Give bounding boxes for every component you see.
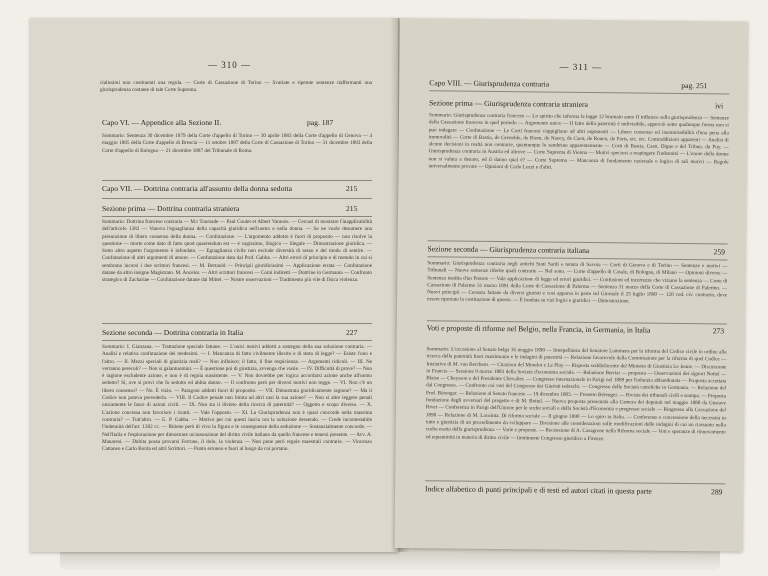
capo6-page: pag. 187 bbox=[307, 118, 334, 127]
indice-page: 289 bbox=[711, 487, 723, 497]
divider bbox=[102, 323, 372, 324]
right-page bbox=[394, 18, 748, 552]
sezione-prima-heading: Sezione prima — Giurisprudenza contraria straniera bbox=[429, 98, 588, 109]
capo6-summary: Sommario: Sentenza 30 dicembre 1879 della Corte d'appello di Torino — 30 aprile 1883 della Corte d'appello di Genova — 4 maggio 1885 della Corte d'appello di Brescia — 11 ottobre 1887 della Corte di Cassazione di Torino — 31 dicembre 1883 della Corte d'appello di Bologna — 21 dicembre 1887 del Tribunale di Roma. bbox=[102, 133, 372, 154]
capo6-heading: Capo VI. — Appendice alla Sezione II. bbox=[102, 118, 222, 127]
voti-summary: Sommario: L'occasione al Senato belga 16 maggio 1890 — Interpellanza del Senatore Lammens per la riforma del Codice civile in ordine alla ricerca della paternità fuori matrimonio e le indagini di paternità — Relazione favorevole della Commissione per la riforma di quel Codice — Iniziative di M. van Berchem. — Citazioni del Morelot e Le Play — Risposta soddisfacente del Ministro di Giustizia Le Jeune. — Discussione in Francia — Sessione 9 marzo 1883 della Società d'economia sociale. — Relazione Berriat — proposta — Osservazioni dei signori Nottel — Blaise — Cheysson e del Presidente Chevalier. — Congresso internazionale in Parigi nel 1889 per l'infanzia abbandonata — Proposta accettata dal Congresso. — Confronto coi voti del Congresso dei Giuristi tedeschi. — Congresso delle Società cattoliche in Germania. — Relazione del Prof. Bérenger. — Relazione al Senato francese — 19 dicembre 1883. — Prosetto Bérenger. — Rivista dei tribunali civili e stampa. — Proposta fondazione degli avversari del progetto e di M. Boitel. — Nuova proposta presentata alla Camera dei deputati nel maggio 1888 da Gustave Rivet — Conferenza in Parigi dell'Unione per le scelte sociali e della Società d'Economia e progresso sociale — Ringresso alla Cassazione del 1890 — Relazione di M. Lacointa. Di riforma sociale — Il giugno 1890 — Lo spiro in Italia. — Conferenze e concessione della necessità in tutto e giustizia di un procedimento da sviluppare — Divisione alle considerazioni sulle modificazioni delle indagini di cui un riassunto nella scelta esatta della giurisprudenza — Varie e proposte. — Recensione di A. Casagrone nella Riforma sociale — Voti e speranze di rinnovamento ed equanimità in materia di diritto civile — Imminente Congresso giuridico a Firenze. bbox=[425, 346, 727, 442]
sezione-prima-page: 215 bbox=[346, 204, 358, 213]
voti-heading: Voti e proposte di riforme nel Belgio, nella Francia, in Germania, in Italia bbox=[426, 323, 651, 335]
intro-text: cialissimi non costituenti una regola. — Corte di Cassazione di Torino — Svariate e ripetute sentenze riaffermanti una giurisprudenza costante di tale Corte Suprema. bbox=[100, 80, 372, 94]
capo8-heading: Capo VIII. — Giurisprudenza contraria bbox=[429, 78, 550, 89]
page-number: — 310 — bbox=[208, 60, 251, 70]
capo7-heading: Capo VII. — Dottrina contraria all'assunto della donna sedotta bbox=[102, 184, 292, 193]
page-number: — 311 — bbox=[559, 61, 603, 73]
divider bbox=[102, 180, 372, 181]
sezione-seconda-heading: Sezione seconda — Dottrina contraria in Italia bbox=[102, 328, 244, 337]
divider bbox=[102, 216, 372, 217]
sezione-prima-summary: Sommario: Dottrina francese contraria — M.r Toursade — Paul Coulet et Albert Vannois. — Cercasi di mostrare l'inapplicabilità dell'articolo 1382 — Vanova l'eguaglianza della capacità giuridica nell'uomo e nella donna. — Se ne vuole desumere una presunzione di libero consenso della donna. — Confutazione. — L'argomento addotto è fuori di proposito — non risolve la questione — morte come dato di fatto quod quaerendum est — è vagissimo, illogico — illegale — Dimostrazione giuridica. — Sotto altro aspetto l'argomento è infondato. — Eguaglianza civile non esclude diversità di sesso e del modo di sentire. — Confutazione di altri argomenti di amore. — Confutazione data dal Prof. Gabba. — Altri errori di principio e di metodo in cui si sembrano incorsi i due scrittori francesi. — M. Bertauld — Principii giuridicissimi — Applicazione errata — Confutazione datane da altro insigne Magistrato. M. Ancelot. — Altri scrittori francesi — Comi indiretti — Dottrine in Germania — Confronto strategico di Zachariae — Confutazione datane dai Mittel. — Nostre osservazioni — Tradimento più vile di fisica violenza. bbox=[102, 219, 372, 284]
indice-heading: Indice alfabetico di punti principali e di testi ed autori citati in questa parte bbox=[425, 484, 652, 496]
capo7-page: 215 bbox=[346, 184, 358, 193]
sezione-seconda-heading: Sezione seconda — Giurisprudenza contraria italiana bbox=[427, 244, 590, 255]
sezione-prima-summary: Sommario: Giurisprudenza contraria francese — Lo spirito che informa la legge 12 brumaio anno II influisce sulla giurisprudenza — Sentenze della Cassazione francese in quel periodo — Argomento unico — Il fatto della paternità è indivisibile, epperciò sotto qualunque forma non si può indagare — Confutazione — Le Corti francesi s'appigliano ad altri argomenti — Libero consenso ed inammissibilità d'una pena alla immoralità — Corte di Bastia, de Grenoble, de Riom, de Nancy, de Caen, de Rouen, de Paris, etc. etc. Contraddizioni apparenti — Analisi di alcune decisioni in realtà non contrarie, quantunque lo sembrino apparentemente — Corti di Bastia, Caen, Digne e del Tribun. du Puy. — Giurisprudenza contraria in Austria ed altrove — Corte Suprema di Vienna — Motivi speciosi a respingere l'indennità — L'onore della donna non si valuta a denaro, ed il danno qual è? — Corte Suprema — Mancanza di fondamento razionale e logico di tali motivi — Regole universalmente provate — Opinioni di Carlo Lozzi e d'altri. bbox=[428, 112, 729, 171]
sezione-prima-page: ivi bbox=[715, 101, 724, 111]
sezione-seconda-summary: Sommario: Giurisprudenza contraria negli antichi Stati Sardi e tenuta di Savoia — Corti di Genova e di Torino — Sentenze e motivi — Tribunali — Nuove sentenze riferite quali contrarie — Nol sono. — Corte d'appello di Casale, di Bologna, di Milano — Opinioni diverse — Sentenza inedita d'un Pretore — Vale applicazione di legge ed errori giuridici. — Confusioni ed incertezze che viziano la sentenza — Corte di Cassazione di Palermo 31 marzo 1891 della Corte di Cassazione di Palermo — Sentenza 31 marzo della Corte di Cassazione di Palermo. — Nuovi principii — Censura fattane da diversi giuristi e così apparsa in parte sul Giornale il 25 luglio 1890 — 120 cod. civ. contrario, deve essere riportato la costituzione di questo. — È fondata su vizi logici e giuridici — Dimostrazione. bbox=[427, 260, 728, 305]
sezione-seconda-page: 227 bbox=[346, 328, 358, 337]
sezione-prima-heading: Sezione prima — Dottrina contraria straniera bbox=[102, 204, 240, 213]
left-page bbox=[30, 18, 399, 552]
divider bbox=[102, 340, 372, 341]
sezione-seconda-page: 259 bbox=[713, 247, 726, 257]
divider bbox=[429, 90, 729, 94]
divider bbox=[102, 198, 372, 199]
capo8-page: pag. 251 bbox=[681, 80, 708, 91]
sezione-seconda-summary: Sommario: I. Gianzana. — Trattazione speciale fattane. — L'unici motivi addotti a sostegno della sua soluzione contraria. — Analisi e relativa confutazione dei medesimi. — I. Mancanza di fatto civilmente illecito e di testo di legge? — Esiste l'uno e l'altro. — II. Mezzi speciali di giustizia reali? — Non influisce; il fatto, il fine respicienza. — Argomenti ridicoli. — III. Ne verranno perecoli? — Non si galantuomini. — È questione poi di giustizia, avvenga che vuole. — IV. Difficoltà di prove? — Non è ragione escludente azione, e non è di regola sussistente. — V. Non dovrebbe per logica accordarsi azione anche all'uomo sedotto? Sì, ove si provi che fu sedotto ed abbia danno. — Il confronto però per diversi motivi non regge. — VI. Non c'è un libero consenso? — No. È vizio. — Paragoni addotti fuori di proposito. — VII. Dimostrata giuridicamente ragione? — Ma il Codice non poteva prevederla. — VIII. Il Codice penale non limita ad altri casi la sua azione? — Non si altre leggere penali unicamente le fasce di azioni civili. — IX. Non sta il divieto della ricerca di paternità? — Oggetto e scopo diverso. — X. L'azione concessa non favorisce i ricatti. — Vale l'opposto. — XI. La Giurisprudenza non è quasi concorde nella massima contraria? — Tutt'altro. — G. P. Gabba. — Motivo per cui questi lascia ora la soluzione dessendo. — Crede incontestabile l'indennità dell'art. 1382 cc. — Ritiene però di vivo la figura e le conseguenze della seduzione — Sostanzialmente concorde. — Nell'Italia e l'esplorazione per dimostrare un'assunzione del diritto civile italiano da quello francese e tenersi presente. — Avv. A. Manaresi. — Dubita possa provarsi Ferrone, il dolo, la violenza — Non pone però regole maestrali contrarie. — Vincenzo Cattaneo e Carlo Borda ed altri Scrittori. — Punto erroneo e fuori al luogo da cui portano. bbox=[102, 344, 372, 453]
voti-page: 273 bbox=[712, 326, 725, 336]
